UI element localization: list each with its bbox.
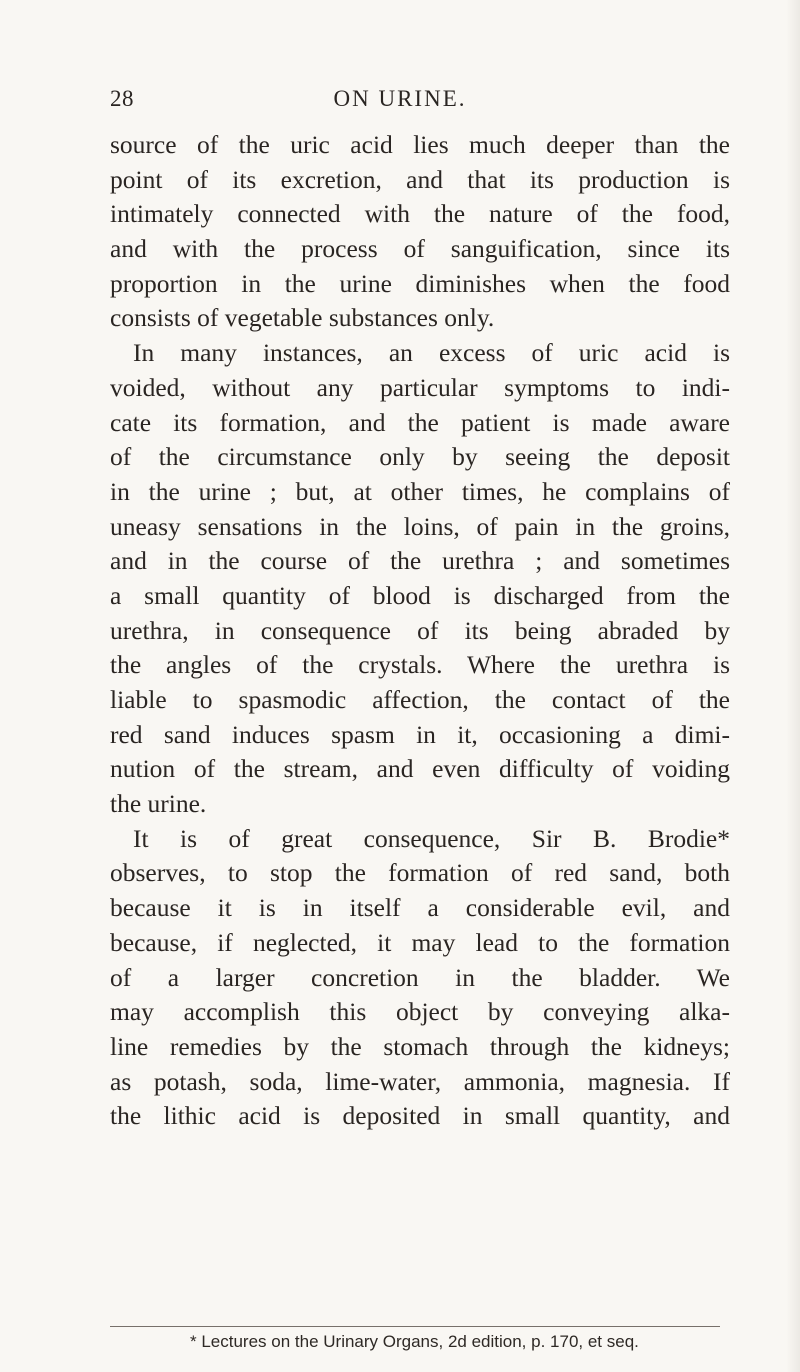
text-line: urethra, in consequence of its being abraded by: [110, 615, 730, 645]
text-line: and with the process of sanguification, since its: [110, 234, 730, 264]
text-line: uneasy sensations in the loins, of pain in the groins,: [110, 511, 730, 541]
text-line: of a larger concretion in the bladder. We: [110, 962, 730, 992]
text-line: in the urine ; but, at other times, he complains of: [110, 476, 730, 506]
text-line: a small quantity of blood is discharged from the: [110, 580, 730, 610]
body-text: [110, 128, 730, 1134]
text-line: may accomplish this object by conveying alka-: [110, 997, 730, 1027]
text-line: red sand induces spasm in it, occasioning a dimi-: [110, 719, 730, 749]
text-line: point of its excretion, and that its production is: [110, 164, 730, 194]
page-edge-shadow: [786, 0, 800, 1372]
running-title: ON URINE.: [333, 86, 467, 111]
text-line: proportion in the urine diminishes when the food: [110, 268, 730, 298]
text-line: of the circumstance only by seeing the deposit: [110, 442, 730, 472]
text-line: cate its formation, and the patient is made aware: [110, 407, 730, 437]
text-line: the lithic acid is deposited in small quantity, and: [110, 1101, 730, 1131]
text-line-last: the urine.: [110, 789, 207, 819]
footnote-divider: [110, 1326, 720, 1327]
text-line-indented: In many instances, an excess of uric acid is: [133, 338, 730, 368]
text-line: as potash, soda, lime-water, ammonia, magnesia. If: [110, 1066, 730, 1096]
text-line: voided, without any particular symptoms to indi-: [110, 372, 730, 402]
text-line: and in the course of the urethra ; and sometimes: [110, 546, 730, 576]
text-line-last: consists of vegetable substances only.: [110, 303, 495, 333]
text-line: liable to spasmodic affection, the contact of the: [110, 685, 730, 714]
text-line-indented: It is of great consequence, Sir B. Brodie*: [133, 823, 730, 853]
text-line: because it is in itself a considerable evil, and: [110, 893, 730, 923]
text-line: because, if neglected, it may lead to the formation: [110, 927, 730, 957]
text-line: line remedies by the stomach through the kidneys;: [110, 1031, 730, 1061]
footnote: * Lectures on the Urinary Organs, 2d edition, p. 170, et seq.: [190, 1332, 639, 1351]
text-line: source of the uric acid lies much deeper than the: [110, 130, 730, 159]
running-head: [110, 84, 690, 114]
text-line: intimately connected with the nature of the food,: [110, 199, 730, 229]
text-line: observes, to stop the formation of red sand, both: [110, 858, 730, 888]
text-line: the angles of the crystals. Where the urethra is: [110, 650, 730, 680]
page-number: 28: [110, 86, 134, 111]
text-line: nution of the stream, and even difficulty of voiding: [110, 754, 730, 784]
